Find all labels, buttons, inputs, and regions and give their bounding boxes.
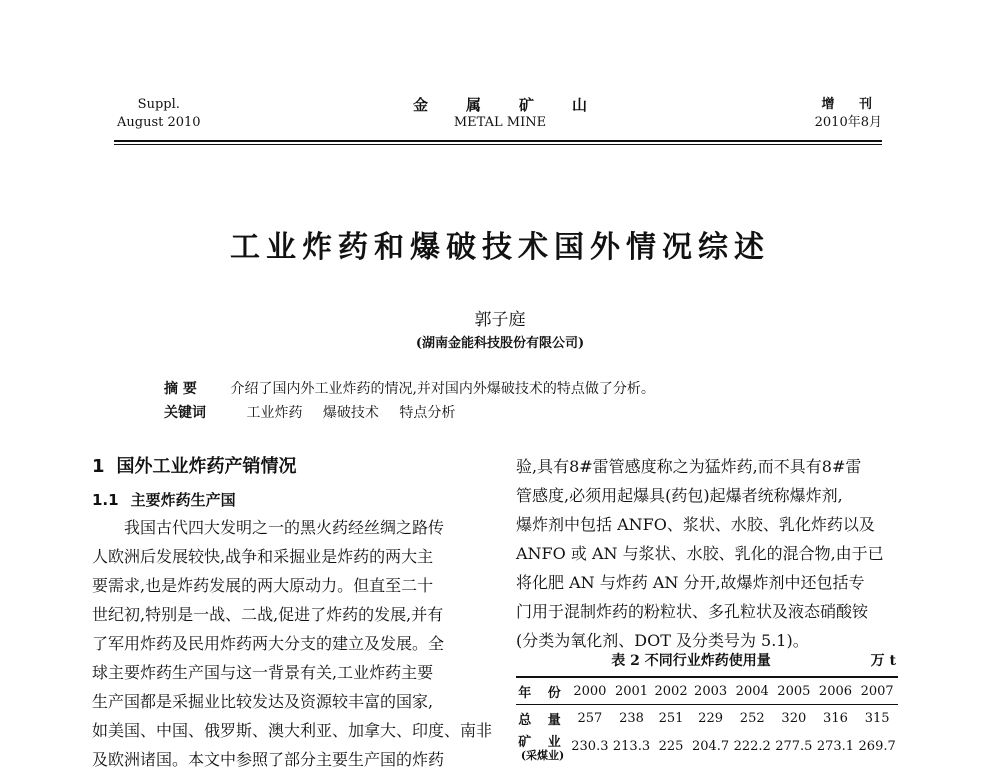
year-cell: 2004 xyxy=(735,683,769,699)
keywords-label: 关键词 xyxy=(164,405,206,421)
text-line: 如美国、中国、俄罗斯、澳大利亚、加拿大、印度、南非 xyxy=(92,721,493,740)
table-cell: 229 xyxy=(698,710,723,726)
author: 郭子庭 xyxy=(474,310,526,330)
table-cell: 277.5 xyxy=(775,739,813,754)
row-label-sub: (采煤业) xyxy=(520,749,565,762)
journal-name-cn: 金属矿山 xyxy=(412,96,625,114)
header-suppl-cn: 增 刊 xyxy=(821,97,882,112)
section-title: 国外工业炸药产销情况 xyxy=(116,456,297,477)
text-line: 人欧洲后发展较快,战争和采掘业是炸药的两大主 xyxy=(92,547,434,566)
text-line: 世纪初,特别是一战、二战,促进了炸药的发展,并有 xyxy=(92,605,444,624)
header-rule-thin xyxy=(114,144,882,145)
table-cell: 213.3 xyxy=(612,739,651,754)
abstract-text: 介绍了国内外工业炸药的情况,并对国内外爆破技术的特点做了分析。 xyxy=(230,381,655,397)
table-cell: 238 xyxy=(619,710,644,726)
year-cell: 2002 xyxy=(654,683,688,699)
table-cell: 273.1 xyxy=(816,739,855,754)
table-title: 表 2 不同行业炸药使用量 xyxy=(611,653,771,669)
header-date-cn: 2010年8月 xyxy=(814,115,882,130)
row-label: 总 量 xyxy=(518,712,567,728)
text-line: 管感度,必须用起爆具(药包)起爆者统称爆炸剂, xyxy=(516,486,843,505)
table-cell: 225 xyxy=(658,739,684,754)
row-label xyxy=(516,731,569,762)
section-number: 1 xyxy=(92,456,105,477)
text-line: ANFO 或 AN 与浆状、水胶、乳化的混合物,由于已 xyxy=(516,544,884,563)
text-line: 了军用炸药及民用炸药两大分支的建立及发展。全 xyxy=(92,634,445,653)
affiliation: (湖南金能科技股份有限公司) xyxy=(415,336,585,351)
keywords xyxy=(164,402,455,422)
text-line: 我国古代四大发明之一的黑火药经丝绸之路传 xyxy=(124,518,445,537)
row-label-main: 矿 业 xyxy=(518,735,567,750)
table-cell: 269.7 xyxy=(858,739,896,754)
left-column xyxy=(92,452,522,774)
text-line: 将化肥 AN 与炸药 AN 分开,故爆炸剂中还包括专 xyxy=(516,573,865,592)
table-cell: 204.7 xyxy=(691,739,730,754)
abstract xyxy=(164,378,655,398)
body-paragraph xyxy=(92,513,522,774)
subsection-title: 主要炸药生产国 xyxy=(130,491,236,509)
table-header-row xyxy=(516,677,898,705)
year-header: 年 份 xyxy=(518,685,567,701)
section-heading xyxy=(92,452,522,481)
table-cell: 222.2 xyxy=(733,739,771,754)
year-cell: 2005 xyxy=(777,683,811,699)
text-line: 球主要炸药生产国与这一背景有关,工业炸药主要 xyxy=(92,663,434,682)
usage-table xyxy=(516,676,898,762)
table-unit: 万 t xyxy=(870,653,896,669)
year-cell: 2001 xyxy=(614,683,649,699)
subsection-heading xyxy=(92,487,522,513)
header-center xyxy=(300,96,700,132)
text-line: 要需求,也是炸药发展的两大原动力。但直至二十 xyxy=(92,576,434,595)
header-right xyxy=(815,96,882,132)
journal-name-en: METAL MINE xyxy=(453,115,547,130)
keyword: 爆破技术 xyxy=(322,405,379,421)
text-line: 生产国都是采掘业比较发达及资源较丰富的国家, xyxy=(92,692,434,711)
table-cell: 316 xyxy=(823,710,848,726)
year-cell: 2003 xyxy=(694,683,728,699)
keyword: 特点分析 xyxy=(399,405,456,421)
header-suppl: Suppl. xyxy=(137,97,180,112)
year-cell: 2006 xyxy=(818,683,853,699)
text-line: 门用于混制炸药的粉粒状、多孔粒状及液态硝酸铵 xyxy=(516,602,869,621)
year-cell: 2000 xyxy=(573,683,607,699)
table-row xyxy=(516,705,898,732)
table-caption xyxy=(516,650,896,670)
header-left xyxy=(117,96,201,132)
text-line: 及欧洲诸国。本文中参照了部分主要生产国的炸药 xyxy=(92,750,445,769)
table-cell: 320 xyxy=(781,710,807,726)
article-title: 工业炸药和爆破技术国外情况综述 xyxy=(230,230,770,265)
header-date-en: August 2010 xyxy=(117,115,201,130)
text-line: 爆炸剂中包括 ANFO、浆状、水胶、乳化炸药以及 xyxy=(516,515,875,534)
subsection-number: 1.1 xyxy=(92,491,119,509)
abstract-label: 摘 要 xyxy=(164,381,197,397)
year-cell: 2007 xyxy=(860,683,894,699)
table-cell: 315 xyxy=(864,710,890,726)
table-cell: 251 xyxy=(658,710,684,726)
table-cell: 230.3 xyxy=(571,739,609,754)
keyword: 工业炸药 xyxy=(246,405,303,421)
table-cell: 257 xyxy=(577,710,603,726)
text-line: (分类为氧化剂、DOT 及分类号为 5.1)。 xyxy=(516,631,809,650)
right-column xyxy=(516,452,946,655)
table-cell: 252 xyxy=(739,710,765,726)
text-line: 验,具有8#雷管感度称之为猛炸药,而不具有8#雷 xyxy=(516,457,862,476)
table-row xyxy=(516,731,898,762)
header-rule xyxy=(114,140,882,142)
